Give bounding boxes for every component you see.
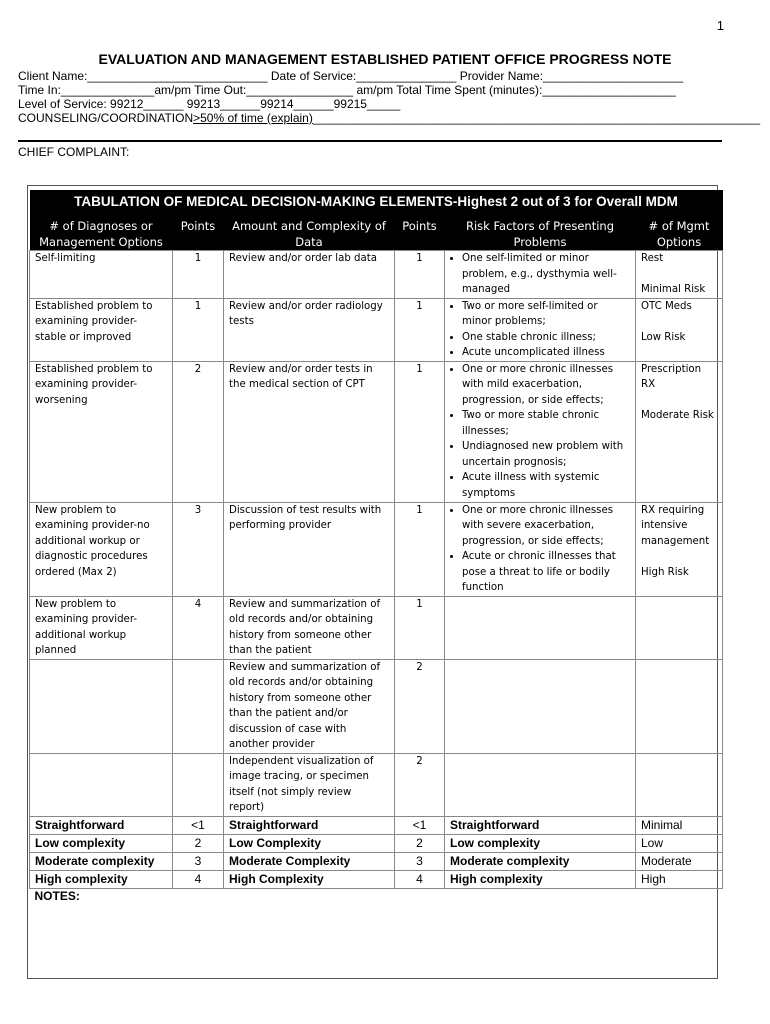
- summary-data-level: Low Complexity: [224, 834, 395, 852]
- points-cell: 2: [173, 361, 224, 502]
- summary-data-level: Straightforward: [224, 816, 395, 834]
- table-row: [30, 361, 723, 502]
- summary-risk-level: High complexity: [445, 870, 636, 888]
- risk-cell: [445, 502, 636, 596]
- list-item: • One stable chronic illness;: [462, 330, 630, 346]
- col-header-points-2: Points: [395, 218, 445, 251]
- summary-points: 4: [395, 870, 445, 888]
- list-item: • Two or more stable chronic illnesses;: [462, 408, 630, 439]
- points-cell: 2: [395, 659, 445, 753]
- table-caption: TABULATION OF MEDICAL DECISION-MAKING ELEMENTS-Highest 2 out of 3 for Overall MDM: [30, 190, 723, 218]
- summary-level: Straightforward: [30, 816, 173, 834]
- mgmt-cell: [636, 753, 723, 816]
- points-cell: 1: [395, 251, 445, 299]
- chief-complaint-label: CHIEF COMPLAINT:: [18, 145, 130, 159]
- summary-row: [30, 852, 723, 870]
- points-cell: 1: [395, 502, 445, 596]
- summary-points: 2: [395, 834, 445, 852]
- diagnosis-cell: New problem to examining provider-additional workup planned: [30, 596, 173, 659]
- summary-points: 3: [173, 852, 224, 870]
- table-row: [30, 596, 723, 659]
- mgmt-cell: [636, 298, 723, 361]
- risk-level: Low Risk: [641, 331, 686, 343]
- diagnosis-cell: [30, 753, 173, 816]
- data-cell: Review and summarization of old records and/or obtaining history from someone other than the patient and/or discussion of case with another provider: [224, 659, 395, 753]
- summary-data-level: High Complexity: [224, 870, 395, 888]
- points-cell: 1: [395, 298, 445, 361]
- table-row: [30, 502, 723, 596]
- summary-risk-level: Low complexity: [445, 834, 636, 852]
- risk-level: Minimal Risk: [641, 284, 706, 295]
- risk-cell: [445, 298, 636, 361]
- page-number: 1: [716, 18, 724, 33]
- notes-row: [30, 888, 723, 979]
- summary-data-level: Moderate Complexity: [224, 852, 395, 870]
- summary-mgmt: High: [636, 870, 723, 888]
- mgmt-option: OTC Meds: [641, 300, 692, 312]
- points-cell: 3: [173, 502, 224, 596]
- header-client-line: Client Name:___________________________ Date of Service:_______________ Provider Name:_____________________: [18, 69, 684, 83]
- table-row: [30, 659, 723, 753]
- header-time-line: Time In:______________am/pm Time Out:________________ am/pm Total Time Spent (minutes):____________________: [18, 83, 676, 97]
- points-cell: 1: [395, 361, 445, 502]
- notes-label: NOTES:: [34, 888, 80, 903]
- diagnosis-cell: New problem to examining provider-no additional workup or diagnostic procedures ordered (Max 2): [30, 502, 173, 596]
- risk-cell: [445, 659, 636, 753]
- risk-cell: [445, 753, 636, 816]
- summary-mgmt: Moderate: [636, 852, 723, 870]
- summary-row: [30, 870, 723, 888]
- header-counseling-line: [18, 111, 760, 125]
- summary-mgmt: Low: [636, 834, 723, 852]
- list-item: • One or more chronic illnesses with severe exacerbation, progression, or side effects;: [462, 503, 630, 550]
- data-cell: Review and summarization of old records and/or obtaining history from someone other than the patient: [224, 596, 395, 659]
- summary-points: 3: [395, 852, 445, 870]
- list-item: • Acute illness with systemic symptoms: [462, 470, 630, 501]
- data-cell: Independent visualization of image tracing, or specimen itself (not simply review report): [224, 753, 395, 816]
- list-item: • Acute or chronic illnesses that pose a threat to life or bodily function: [462, 549, 630, 596]
- summary-level: High complexity: [30, 870, 173, 888]
- data-cell: Review and/or order tests in the medical section of CPT: [224, 361, 395, 502]
- table-row: [30, 298, 723, 361]
- points-cell: [173, 753, 224, 816]
- mgmt-option: Rest: [641, 253, 664, 264]
- counseling-label: COUNSELING/COORDINATION: [18, 111, 194, 125]
- summary-points: <1: [395, 816, 445, 834]
- points-cell: 1: [173, 251, 224, 299]
- list-item: • Acute uncomplicated illness: [462, 345, 630, 361]
- header-level-line: Level of Service: 99212______ 99213______99214______99215_____: [18, 97, 401, 111]
- data-cell: Discussion of test results with performing provider: [224, 502, 395, 596]
- points-cell: 2: [395, 753, 445, 816]
- summary-points: 2: [173, 834, 224, 852]
- mgmt-cell: [636, 502, 723, 596]
- risk-cell: [445, 361, 636, 502]
- summary-row: [30, 816, 723, 834]
- col-header-points-1: Points: [173, 218, 224, 251]
- table-row: [30, 753, 723, 816]
- col-header-mgmt: # of Mgmt Options: [636, 218, 723, 251]
- points-cell: 1: [173, 298, 224, 361]
- data-cell: Review and/or order radiology tests: [224, 298, 395, 361]
- summary-points: 4: [173, 870, 224, 888]
- diagnosis-cell: Self-limiting: [30, 251, 173, 299]
- summary-mgmt: Minimal: [636, 816, 723, 834]
- summary-points: <1: [173, 816, 224, 834]
- risk-cell: [445, 251, 636, 299]
- counseling-explain: >50% of time (explain): [193, 111, 313, 125]
- points-cell: [173, 659, 224, 753]
- counseling-blank: ___________________________________________________________________: [312, 111, 761, 125]
- mgmt-cell: [636, 361, 723, 502]
- col-header-data: Amount and Complexity of Data: [224, 218, 395, 251]
- summary-row: [30, 834, 723, 852]
- col-header-diagnoses: # of Diagnoses or Management Options: [30, 218, 173, 251]
- list-item: • One or more chronic illnesses with mild exacerbation, progression, or side effects;: [462, 362, 630, 409]
- summary-level: Low complexity: [30, 834, 173, 852]
- list-item: • Undiagnosed new problem with uncertain prognosis;: [462, 439, 630, 470]
- list-item: • Two or more self-limited or minor problems;: [462, 299, 630, 330]
- diagnosis-cell: Established problem to examining provider-worsening: [30, 361, 173, 502]
- risk-level: High Risk: [641, 566, 689, 578]
- mgmt-cell: [636, 251, 723, 299]
- col-header-risk: Risk Factors of Presenting Problems: [445, 218, 636, 251]
- mgmt-cell: [636, 659, 723, 753]
- data-cell: Review and/or order lab data: [224, 251, 395, 299]
- mgmt-option: Prescription RX: [641, 363, 702, 390]
- summary-level: Moderate complexity: [30, 852, 173, 870]
- list-item: • One self-limited or minor problem, e.g., dysthymia well-managed: [462, 251, 630, 298]
- risk-cell: [445, 596, 636, 659]
- summary-risk-level: Straightforward: [445, 816, 636, 834]
- diagnosis-cell: [30, 659, 173, 753]
- points-cell: 4: [173, 596, 224, 659]
- risk-level: Moderate Risk: [641, 410, 714, 421]
- summary-risk-level: Moderate complexity: [445, 852, 636, 870]
- mgmt-option: RX requiring intensive management: [641, 504, 710, 547]
- header-rule: [18, 140, 722, 142]
- mdm-table: [29, 190, 723, 979]
- points-cell: 1: [395, 596, 445, 659]
- diagnosis-cell: Established problem to examining provider-stable or improved: [30, 298, 173, 361]
- page-title: EVALUATION AND MANAGEMENT ESTABLISHED PATIENT OFFICE PROGRESS NOTE: [98, 51, 672, 67]
- mgmt-cell: [636, 596, 723, 659]
- table-row: [30, 251, 723, 299]
